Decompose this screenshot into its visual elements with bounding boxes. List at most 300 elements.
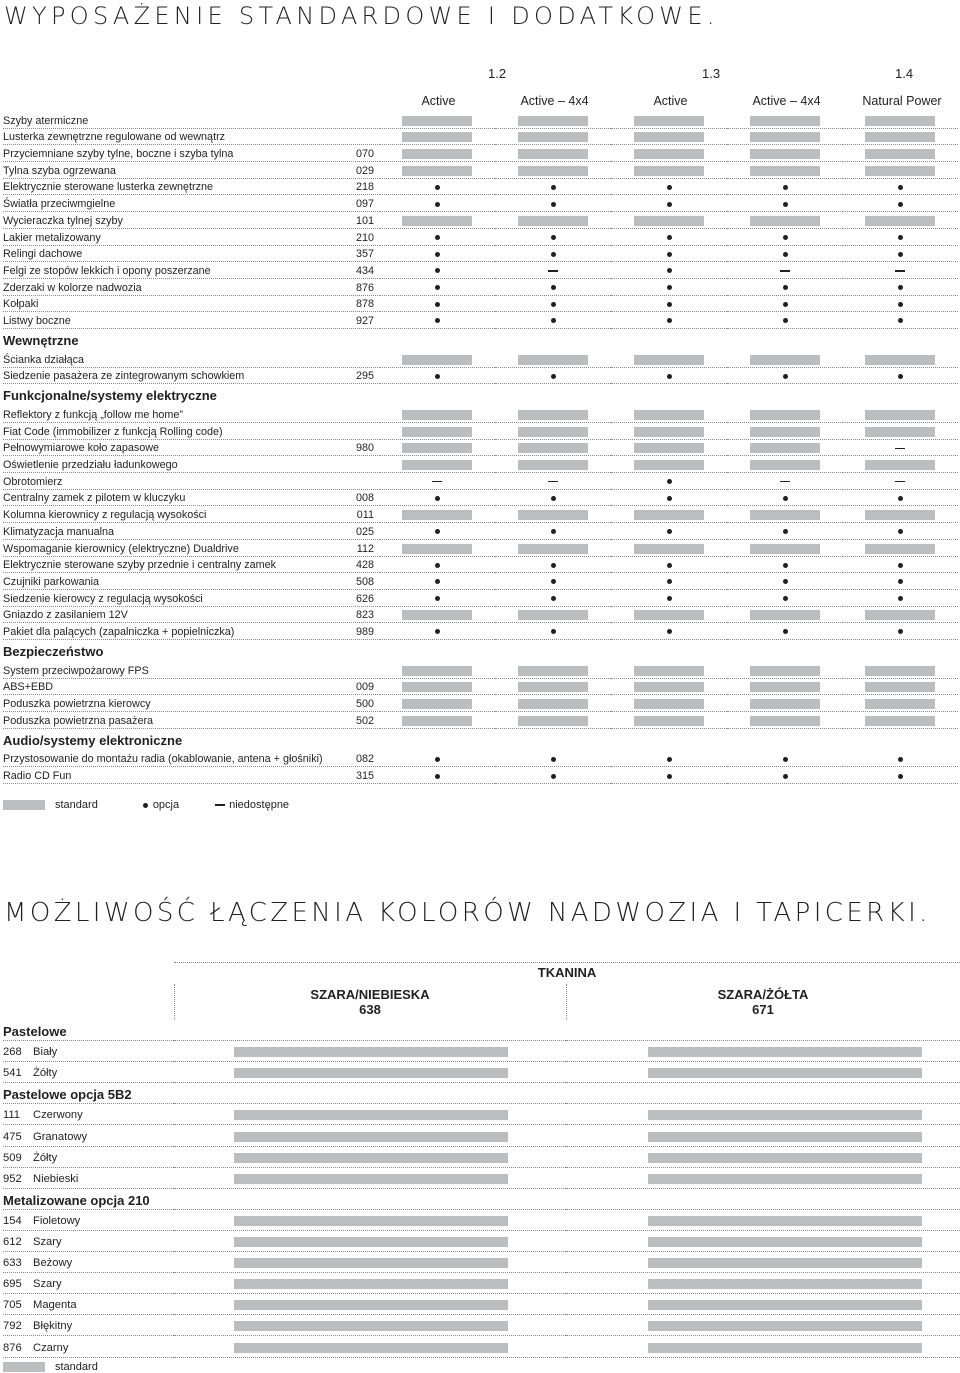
availability-cell	[611, 664, 727, 679]
standard-bar	[750, 610, 820, 620]
section-heading	[3, 731, 378, 751]
standard-bar	[750, 132, 820, 142]
availability-cell	[495, 425, 611, 440]
availability-cell	[727, 369, 843, 384]
standard-bar	[865, 427, 935, 437]
feature-label	[3, 180, 378, 195]
paint-row	[0, 1041, 960, 1062]
feature-label	[3, 608, 378, 623]
availability-cell	[379, 130, 495, 145]
option-code: 295	[355, 370, 374, 383]
standard-bar	[518, 716, 588, 726]
standard-bar	[518, 544, 588, 554]
availability-cell	[379, 625, 495, 640]
paint-section-heading	[3, 1191, 174, 1210]
feature-label	[3, 508, 378, 523]
standard-bar	[234, 1216, 508, 1226]
availability-cell	[495, 408, 611, 423]
availability-cell	[727, 297, 843, 312]
availability-cell	[495, 558, 611, 573]
standard-bar	[750, 682, 820, 692]
availability-cell	[727, 625, 843, 640]
paint-code: 541	[3, 1067, 22, 1080]
availability-cell	[727, 558, 843, 573]
availability-cell	[379, 575, 495, 590]
table-row	[0, 695, 960, 712]
availability-cell	[842, 458, 958, 473]
paint-label	[3, 1043, 174, 1062]
optional-dot-icon	[898, 596, 903, 601]
availability-cell	[611, 608, 727, 623]
standard-bar	[750, 355, 820, 365]
table-row	[0, 573, 960, 590]
paint-name: Błękitny	[33, 1320, 73, 1333]
option-code: 508	[355, 575, 374, 588]
combination-cell	[174, 1085, 566, 1104]
availability-cell	[379, 664, 495, 679]
unavailable-dash-icon	[780, 481, 790, 482]
availability-cell	[727, 197, 843, 212]
optional-dot-icon	[667, 185, 672, 190]
table-row	[0, 662, 960, 679]
standard-bar	[234, 1110, 508, 1120]
feature-label	[3, 475, 378, 490]
standard-bar	[648, 1300, 922, 1310]
availability-cell	[727, 608, 843, 623]
table-row	[0, 456, 960, 473]
availability-cell	[842, 425, 958, 440]
availability-cell	[842, 592, 958, 607]
combination-cell	[174, 1043, 566, 1062]
availability-cell	[495, 231, 611, 246]
table-row	[0, 112, 960, 129]
availability-cell	[495, 164, 611, 179]
feature-label	[3, 369, 378, 384]
availability-cell	[727, 314, 843, 329]
availability-cell	[727, 714, 843, 729]
section-row	[0, 640, 960, 662]
standard-bar	[634, 410, 704, 420]
availability-cell	[379, 408, 495, 423]
availability-cell	[727, 575, 843, 590]
standard-bar	[402, 132, 472, 142]
combination-cell	[566, 1254, 960, 1273]
optional-dot-icon	[435, 496, 440, 501]
availability-cell	[727, 525, 843, 540]
feature-label	[3, 353, 378, 368]
paint-row	[0, 1062, 960, 1083]
availability-cell	[495, 491, 611, 506]
availability-cell	[379, 114, 495, 129]
standard-bar	[750, 410, 820, 420]
optional-dot-icon	[551, 252, 556, 257]
page-title: WYPOSAŻENIE STANDARDOWE I DODATKOWE.	[4, 2, 719, 30]
availability-cell	[379, 491, 495, 506]
availability-cell	[379, 353, 495, 368]
paint-row	[0, 1104, 960, 1125]
paint-label	[3, 1317, 174, 1336]
standard-bar	[234, 1300, 508, 1310]
availability-cell	[842, 680, 958, 695]
table-row	[0, 423, 960, 440]
availability-cell	[495, 197, 611, 212]
availability-cell	[379, 264, 495, 279]
table-row	[0, 351, 960, 368]
optional-dot-icon	[551, 629, 556, 634]
availability-cell	[379, 180, 495, 195]
availability-cell	[611, 475, 727, 490]
standard-bar	[402, 443, 472, 453]
feature-name: Oświetlenie przedziału ładunkowego	[3, 459, 178, 472]
availability-cell	[842, 697, 958, 712]
optional-dot-icon	[667, 579, 672, 584]
standard-bar	[865, 682, 935, 692]
optional-dot-icon	[667, 496, 672, 501]
availability-cell	[842, 247, 958, 262]
availability-cell	[495, 664, 611, 679]
standard-bar	[648, 1132, 922, 1142]
table-row	[0, 712, 960, 729]
availability-cell	[495, 697, 611, 712]
optional-dot-icon	[667, 374, 672, 379]
availability-cell	[842, 441, 958, 456]
standard-bar	[634, 682, 704, 692]
availability-cell	[727, 247, 843, 262]
paint-name: Szary	[33, 1236, 62, 1249]
optional-dot-icon	[898, 302, 903, 307]
optional-dot-icon	[783, 202, 788, 207]
unavailable-dash-icon	[895, 448, 905, 449]
optional-dot-icon	[435, 374, 440, 379]
standard-bar	[634, 666, 704, 676]
standard-bar	[518, 166, 588, 176]
standard-bar	[234, 1321, 508, 1331]
option-code: 009	[355, 681, 374, 694]
availability-cell	[379, 147, 495, 162]
optional-dot-icon	[551, 529, 556, 534]
availability-cell	[842, 147, 958, 162]
availability-cell	[842, 714, 958, 729]
paint-row	[0, 1273, 960, 1294]
feature-name: Reflektory z funkcją „follow me home”	[3, 409, 184, 421]
option-code: 428	[355, 559, 374, 572]
optional-dot-icon	[667, 563, 672, 568]
optional-dot-icon	[898, 185, 903, 190]
availability-cell	[611, 425, 727, 440]
availability-cell	[842, 558, 958, 573]
feature-name: Szyby atermiczne	[3, 114, 89, 127]
paint-section-row	[0, 1083, 960, 1104]
availability-cell	[495, 297, 611, 312]
feature-label	[3, 458, 378, 473]
availability-cell	[379, 752, 495, 767]
table-row	[0, 406, 960, 423]
optional-dot-icon	[435, 235, 440, 240]
option-code: 500	[355, 698, 374, 710]
optional-dot-icon	[435, 285, 440, 290]
option-code: 008	[355, 492, 374, 505]
table-row	[0, 751, 960, 768]
standard-bar	[648, 1174, 922, 1184]
unavailable-dash-icon	[780, 270, 790, 271]
unavailable-dash-icon	[215, 804, 225, 805]
option-code: 097	[355, 198, 374, 211]
optional-dot-icon	[435, 268, 440, 273]
table-row	[0, 279, 960, 296]
feature-label	[3, 281, 378, 296]
optional-dot-icon	[551, 202, 556, 207]
feature-label	[3, 130, 378, 145]
section-title: MOŻLIWOŚĆ ŁĄCZENIA KOLORÓW NADWOZIA I TAPICERKI.	[4, 898, 931, 928]
model-header-1-2: 1.2	[488, 66, 507, 81]
availability-cell	[495, 714, 611, 729]
standard-bar	[402, 149, 472, 159]
standard-bar	[865, 355, 935, 365]
availability-cell	[611, 752, 727, 767]
availability-cell	[495, 752, 611, 767]
table-row	[0, 557, 960, 574]
availability-cell	[611, 592, 727, 607]
standard-bar	[234, 1237, 508, 1247]
unavailable-dash-icon	[548, 481, 558, 482]
standard-bar	[648, 1321, 922, 1331]
optional-dot-icon	[551, 563, 556, 568]
optional-dot-icon	[667, 629, 672, 634]
standard-bar	[518, 149, 588, 159]
paint-label	[3, 1339, 174, 1358]
availability-cell	[727, 508, 843, 523]
standard-bar	[518, 460, 588, 470]
optional-dot-icon	[667, 596, 672, 601]
availability-cell	[842, 130, 958, 145]
availability-cell	[611, 214, 727, 229]
paint-label	[3, 1254, 174, 1273]
paint-row	[0, 1294, 960, 1315]
availability-cell	[379, 214, 495, 229]
paint-code: 876	[3, 1341, 22, 1354]
unavailable-dash-icon	[548, 270, 558, 271]
availability-cell	[379, 475, 495, 490]
feature-label	[3, 752, 378, 767]
availability-cell	[842, 625, 958, 640]
standard-bar	[634, 132, 704, 142]
combination-cell	[174, 1212, 566, 1231]
availability-cell	[495, 314, 611, 329]
standard-bar	[750, 116, 820, 126]
option-code: 876	[355, 281, 374, 294]
standard-bar	[648, 1110, 922, 1120]
feature-label	[3, 197, 378, 212]
standard-bar	[865, 666, 935, 676]
standard-bar	[402, 699, 472, 709]
feature-name: Tylna szyba ogrzewana	[3, 164, 116, 177]
standard-swatch	[3, 800, 45, 810]
optional-dot-icon	[783, 318, 788, 323]
availability-cell	[379, 714, 495, 729]
optional-dot-icon	[898, 496, 903, 501]
paint-name: Czarny	[33, 1341, 69, 1354]
availability-cell	[842, 664, 958, 679]
feature-label	[3, 147, 378, 162]
availability-cell	[842, 408, 958, 423]
optional-dot-icon	[898, 285, 903, 290]
standard-bar	[234, 1153, 508, 1163]
paint-name: Biały	[33, 1046, 58, 1059]
availability-cell	[495, 625, 611, 640]
availability-cell	[611, 441, 727, 456]
availability-cell	[727, 408, 843, 423]
availability-cell	[495, 369, 611, 384]
optional-dot-icon	[435, 318, 440, 323]
feature-label	[3, 247, 378, 262]
availability-cell	[727, 458, 843, 473]
availability-cell	[495, 114, 611, 129]
standard-bar	[648, 1047, 922, 1057]
feature-name: Kolumna kierownicy z regulacją wysokości	[3, 509, 207, 522]
feature-label	[3, 575, 378, 590]
paint-row	[0, 1336, 960, 1357]
paint-name: Pastelowe opcja 5B2	[3, 1087, 132, 1103]
optional-dot-icon	[667, 757, 672, 762]
standard-bar	[865, 410, 935, 420]
standard-bar	[865, 716, 935, 726]
standard-bar	[648, 1279, 922, 1289]
availability-cell	[379, 697, 495, 712]
upholstery-col-header	[174, 987, 566, 1017]
availability-cell	[379, 197, 495, 212]
section-heading	[3, 331, 378, 351]
feature-name: Wewnętrzne	[3, 332, 79, 348]
combination-cell	[174, 1339, 566, 1358]
availability-cell	[379, 769, 495, 784]
availability-cell	[727, 752, 843, 767]
option-code: 025	[355, 525, 374, 538]
feature-name: Gniazdo z zasilaniem 12V	[3, 609, 128, 622]
model-header-1-3: 1.3	[702, 66, 721, 81]
combination-cell	[174, 1254, 566, 1273]
legend-standard: standard	[55, 1361, 98, 1373]
standard-bar	[402, 116, 472, 126]
feature-label	[3, 408, 378, 423]
optional-dot-icon	[898, 235, 903, 240]
optional-dot-icon	[551, 235, 556, 240]
option-code: 315	[355, 770, 374, 783]
optional-dot-icon	[667, 252, 672, 257]
feature-name: Fiat Code (immobilizer z funkcją Rolling code)	[3, 425, 223, 438]
standard-bar	[518, 443, 588, 453]
standard-bar	[402, 610, 472, 620]
optional-dot-icon	[783, 529, 788, 534]
availability-cell	[379, 608, 495, 623]
section-heading	[3, 386, 378, 406]
optional-dot-icon	[551, 579, 556, 584]
availability-cell	[611, 314, 727, 329]
legend	[3, 1361, 98, 1373]
optional-dot-icon	[783, 302, 788, 307]
optional-dot-icon	[783, 596, 788, 601]
feature-name: Światła przeciwmgielne	[3, 198, 116, 211]
availability-cell	[611, 130, 727, 145]
standard-bar	[648, 1068, 922, 1078]
paint-section-row	[0, 1020, 960, 1041]
feature-name: Obrotomierz	[3, 475, 63, 488]
table-row	[0, 229, 960, 246]
availability-cell	[611, 714, 727, 729]
availability-cell	[495, 247, 611, 262]
combination-cell	[174, 1106, 566, 1125]
availability-cell	[842, 508, 958, 523]
optional-dot-icon	[667, 285, 672, 290]
feature-label	[3, 231, 378, 246]
paint-section-row	[0, 1189, 960, 1210]
availability-cell	[611, 197, 727, 212]
combination-cell	[566, 1191, 960, 1210]
feature-label	[3, 425, 378, 440]
optional-dot-icon	[783, 774, 788, 779]
optional-dot-icon	[667, 202, 672, 207]
standard-bar	[634, 510, 704, 520]
feature-name: Wycieraczka tylnej szyby	[3, 214, 123, 227]
combination-cell	[174, 1296, 566, 1315]
paint-code: 792	[3, 1320, 22, 1333]
feature-name: Zderzaki w kolorze nadwozia	[3, 281, 142, 294]
feature-name: Bezpieczeństwo	[3, 643, 104, 659]
optional-dot-icon	[435, 202, 440, 207]
optional-dot-icon	[783, 579, 788, 584]
optional-dot-icon	[898, 563, 903, 568]
paint-name: Magenta	[33, 1299, 77, 1312]
option-code: 112	[356, 542, 374, 555]
table-row	[0, 129, 960, 146]
optional-dot-icon	[667, 235, 672, 240]
availability-cell	[495, 458, 611, 473]
availability-cell	[842, 608, 958, 623]
paint-label	[3, 1296, 174, 1315]
paint-code: 612	[3, 1236, 22, 1249]
optional-dot-icon	[898, 318, 903, 323]
standard-bar	[234, 1174, 508, 1184]
paint-label	[3, 1275, 174, 1294]
feature-label	[3, 264, 378, 279]
upholstery-col-header	[566, 987, 960, 1017]
table-row	[0, 195, 960, 212]
feature-label	[3, 491, 378, 506]
option-code: 082	[355, 753, 374, 766]
version-header: Active	[421, 94, 456, 108]
availability-cell	[727, 491, 843, 506]
availability-cell	[842, 353, 958, 368]
paint-section-heading	[3, 1085, 174, 1104]
availability-cell	[727, 592, 843, 607]
availability-cell	[842, 164, 958, 179]
feature-label	[3, 697, 378, 712]
combination-cell	[174, 1275, 566, 1294]
availability-cell	[727, 697, 843, 712]
availability-cell	[842, 281, 958, 296]
feature-name: Elektrycznie sterowane szyby przednie i centralny zamek	[3, 559, 277, 572]
option-code: 011	[356, 509, 374, 522]
feature-label	[3, 297, 378, 312]
availability-cell	[611, 558, 727, 573]
paint-section-heading	[3, 1022, 174, 1041]
availability-cell	[611, 231, 727, 246]
availability-cell	[727, 114, 843, 129]
availability-cell	[379, 369, 495, 384]
standard-bar	[750, 460, 820, 470]
feature-name: Siedzenie kierowcy z regulacją wysokości	[3, 592, 203, 605]
availability-cell	[611, 353, 727, 368]
feature-name: Felgi ze stopów lekkich i opony poszerzane	[3, 264, 211, 277]
